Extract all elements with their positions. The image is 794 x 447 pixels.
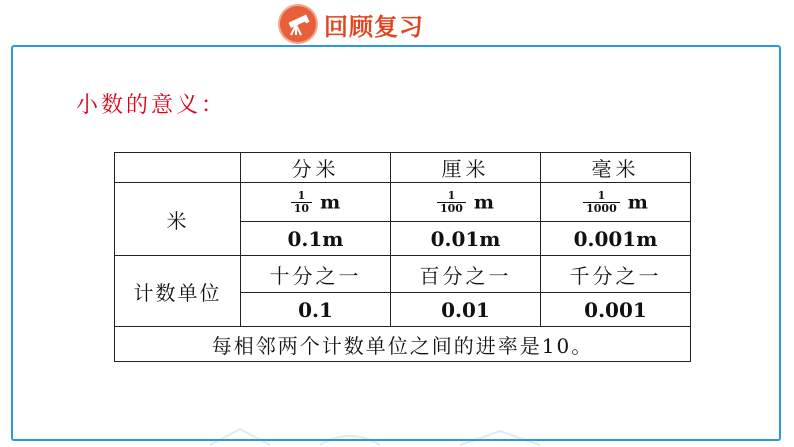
fraction-cell xyxy=(241,183,391,222)
decimal-cell: 0.01 xyxy=(391,293,541,327)
fraction-cell xyxy=(541,183,691,222)
table-header-row xyxy=(115,153,691,183)
telescope-icon xyxy=(280,6,316,42)
column-header: 分米 xyxy=(241,153,391,183)
section-title: 小数的意义： xyxy=(76,93,227,118)
note-row xyxy=(115,327,691,362)
chinese-unit-cell: 十分之一 xyxy=(241,256,391,293)
denominator: 1000 xyxy=(583,202,620,215)
decimal-cell: 0.1m xyxy=(241,222,391,256)
row-label-meter: 米 xyxy=(115,183,241,256)
denominator: 10 xyxy=(291,202,312,215)
meter-fraction-row xyxy=(115,183,691,222)
decorative-sketch xyxy=(200,425,580,447)
fraction-unit: m xyxy=(320,191,341,214)
decimal-cell: 0.001m xyxy=(541,222,691,256)
column-header: 厘米 xyxy=(391,153,541,183)
slide-header xyxy=(280,6,424,42)
decimal-units-table xyxy=(114,152,691,362)
fraction-cell xyxy=(391,183,541,222)
decimal-cell: 0.001 xyxy=(541,293,691,327)
chinese-unit-cell: 百分之一 xyxy=(391,256,541,293)
numerator: 1 xyxy=(597,189,606,202)
fraction xyxy=(291,190,312,215)
unit-chinese-row xyxy=(115,256,691,293)
corner-cell xyxy=(115,153,241,183)
column-header: 毫米 xyxy=(541,153,691,183)
fraction xyxy=(583,190,620,215)
rate-note: 每相邻两个计数单位之间的进率是10。 xyxy=(115,327,691,362)
fraction-unit: m xyxy=(627,191,648,214)
denominator: 100 xyxy=(437,202,466,215)
decimal-cell: 0.01m xyxy=(391,222,541,256)
row-label-counting-unit: 计数单位 xyxy=(115,256,241,327)
decimal-cell: 0.1 xyxy=(241,293,391,327)
fraction-unit: m xyxy=(473,191,495,214)
chinese-unit-cell: 千分之一 xyxy=(541,256,691,293)
fraction xyxy=(437,190,466,215)
numerator: 1 xyxy=(447,189,456,202)
header-title: 回顾复习 xyxy=(324,12,424,41)
numerator: 1 xyxy=(297,189,306,202)
